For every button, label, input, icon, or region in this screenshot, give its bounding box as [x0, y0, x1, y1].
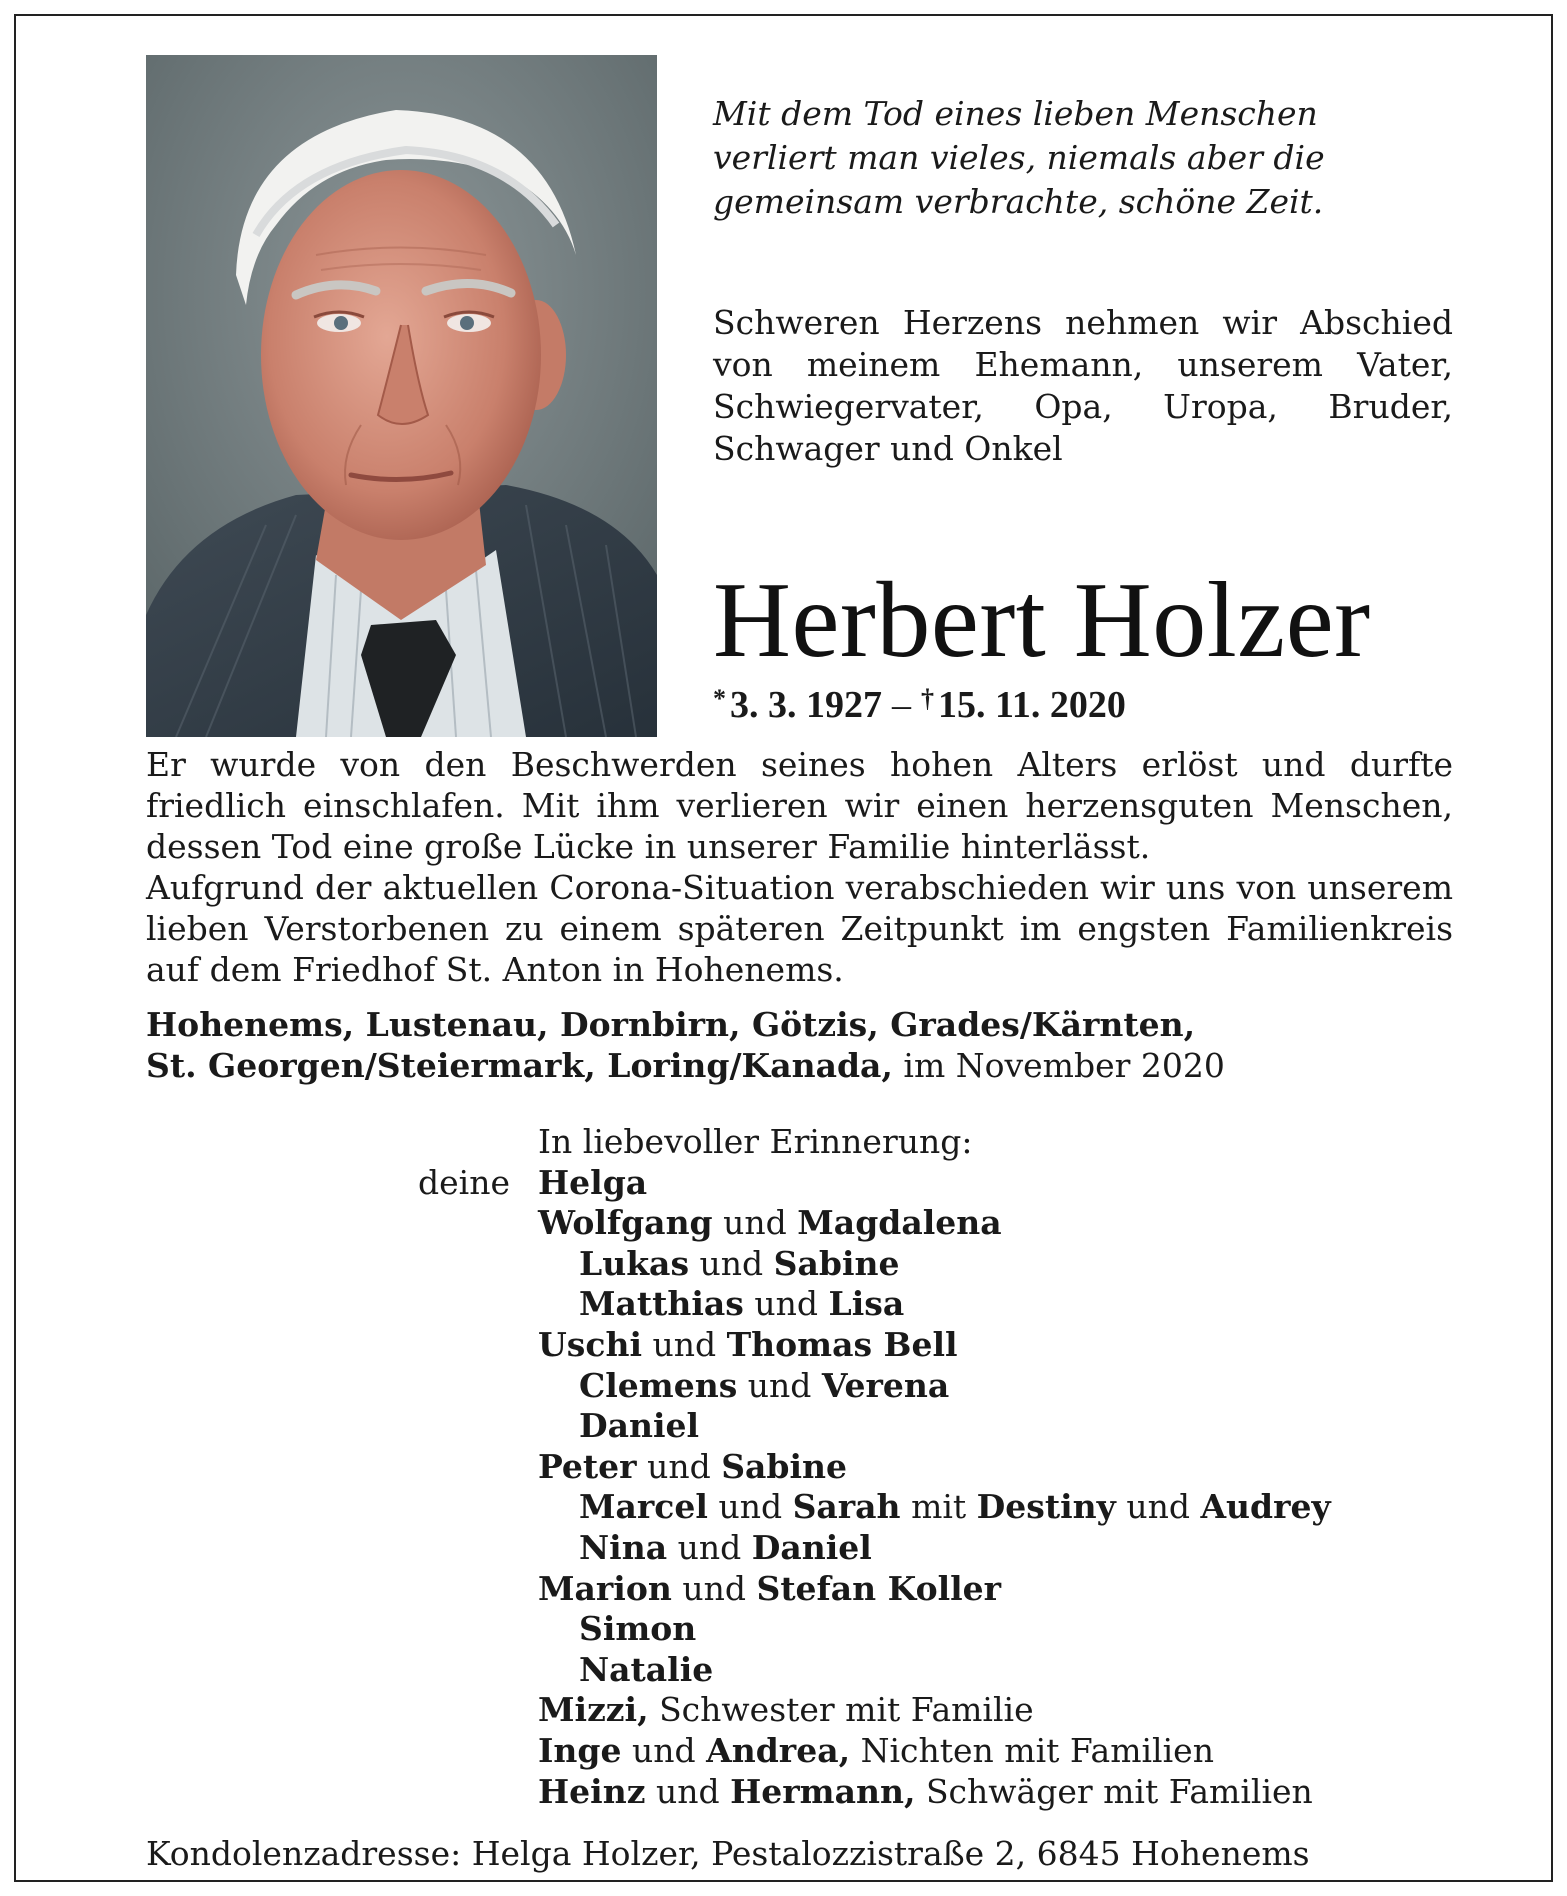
places-date: im November 2020 [903, 1046, 1225, 1085]
quote [713, 92, 1473, 224]
family-name: Sabine [721, 1446, 848, 1486]
condolence-address: Kondolenzadresse: Helga Holzer, Pestalozzistraße 2, 6845 Hohenems [146, 1834, 1310, 1873]
birth-symbol: * [713, 684, 726, 713]
family-name: Magdalena [797, 1203, 1002, 1243]
family-name: Thomas Bell [726, 1324, 958, 1364]
deceased-name: Herbert Holzer [713, 561, 1371, 680]
family-name: Andrea, [706, 1730, 851, 1770]
portrait-photo [146, 55, 657, 737]
connector: und [655, 1771, 720, 1811]
quote-line: gemeinsam verbrachte, schöne Zeit. [713, 182, 1324, 221]
body-text [146, 744, 1453, 990]
connector: und [652, 1324, 717, 1364]
death-date: 15. 11. 2020 [938, 684, 1126, 726]
connector: und [754, 1284, 819, 1324]
obituary-frame [14, 14, 1553, 1882]
date-separator: – [892, 684, 911, 726]
family-name: Nina [579, 1527, 668, 1567]
family-name: Marcel [579, 1487, 708, 1527]
connector: und [677, 1527, 742, 1567]
connector: und [632, 1730, 696, 1770]
places-block [146, 1004, 1453, 1086]
family-name: Marion [538, 1568, 672, 1608]
connector: und [682, 1568, 746, 1608]
family-name: Clemens [579, 1365, 738, 1405]
family-name: Natalie [579, 1649, 714, 1689]
connector: und [718, 1487, 783, 1527]
connector: und [1126, 1487, 1190, 1527]
family-list [146, 1122, 1453, 1812]
family-name: Peter [538, 1446, 637, 1486]
family-name: Daniel [751, 1527, 872, 1567]
body-paragraph: Er wurde von den Beschwerden seines hohen Alters erlöst und durfte friedlich einschlafen. Mit ihm verlieren wir einen herzensguten Menschen, dessen Tod eine große Lücke in unserer Familie hinterlässt. [146, 745, 1453, 866]
quote-line: Mit dem Tod eines lieben Menschen [713, 94, 1318, 133]
places-line: Hohenems, Lustenau, Dornbirn, Götzis, Grades/Kärnten, [146, 1005, 1196, 1044]
connector: und [647, 1446, 711, 1486]
connector: und [699, 1243, 764, 1283]
family-name: Stefan Koller [756, 1568, 1002, 1608]
family-name: Sarah [792, 1487, 901, 1527]
family-name: Lukas [579, 1243, 690, 1283]
family-name: Hermann, [730, 1771, 916, 1811]
family-name: Uschi [538, 1324, 642, 1364]
family-heading: In liebevoller Erinnerung: [538, 1122, 973, 1161]
intro-text: Schweren Herzens nehmen wir Abschied von meinem Ehemann, unserem Vater, Schwiegervater, Opa, Uropa, Bruder, Schwager und Onkel [713, 303, 1453, 468]
family-name: Lisa [828, 1284, 905, 1324]
body-paragraph: Aufgrund der aktuellen Corona-Situation verabschieden wir uns von unserem lieben Verstorbenen zu einem späteren Zeitpunkt im engsten Familienkreis auf dem Friedhof St. Anton in Hohenems. [146, 868, 1453, 989]
relation: Nichten mit Familien [860, 1730, 1214, 1770]
connector: und [723, 1203, 787, 1243]
relation: Schwester mit Familie [659, 1690, 1034, 1730]
family-name: Destiny [976, 1487, 1116, 1527]
family-name: Wolfgang [538, 1203, 713, 1243]
connector: mit [911, 1487, 967, 1527]
quote-line: verliert man vieles, niemals aber die [713, 138, 1325, 177]
deine-label: deine [418, 1162, 510, 1202]
life-dates [713, 682, 1126, 728]
death-symbol: † [921, 684, 934, 713]
portrait-illustration [146, 55, 657, 737]
family-name: Mizzi, [538, 1690, 649, 1730]
relation: Schwäger mit Familien [925, 1771, 1313, 1811]
family-name: Audrey [1200, 1487, 1331, 1527]
family-name: Matthias [579, 1284, 744, 1324]
family-name: Heinz [538, 1771, 646, 1811]
places-line: St. Georgen/Steiermark, Loring/Kanada, [146, 1046, 893, 1085]
family-name: Simon [579, 1609, 697, 1649]
family-name: Helga [538, 1162, 648, 1202]
family-name: Daniel [579, 1406, 700, 1446]
family-name: Inge [538, 1730, 622, 1770]
family-name: Verena [821, 1365, 950, 1405]
family-name: Sabine [773, 1243, 900, 1283]
connector: und [747, 1365, 812, 1405]
birth-date: 3. 3. 1927 [730, 684, 882, 726]
